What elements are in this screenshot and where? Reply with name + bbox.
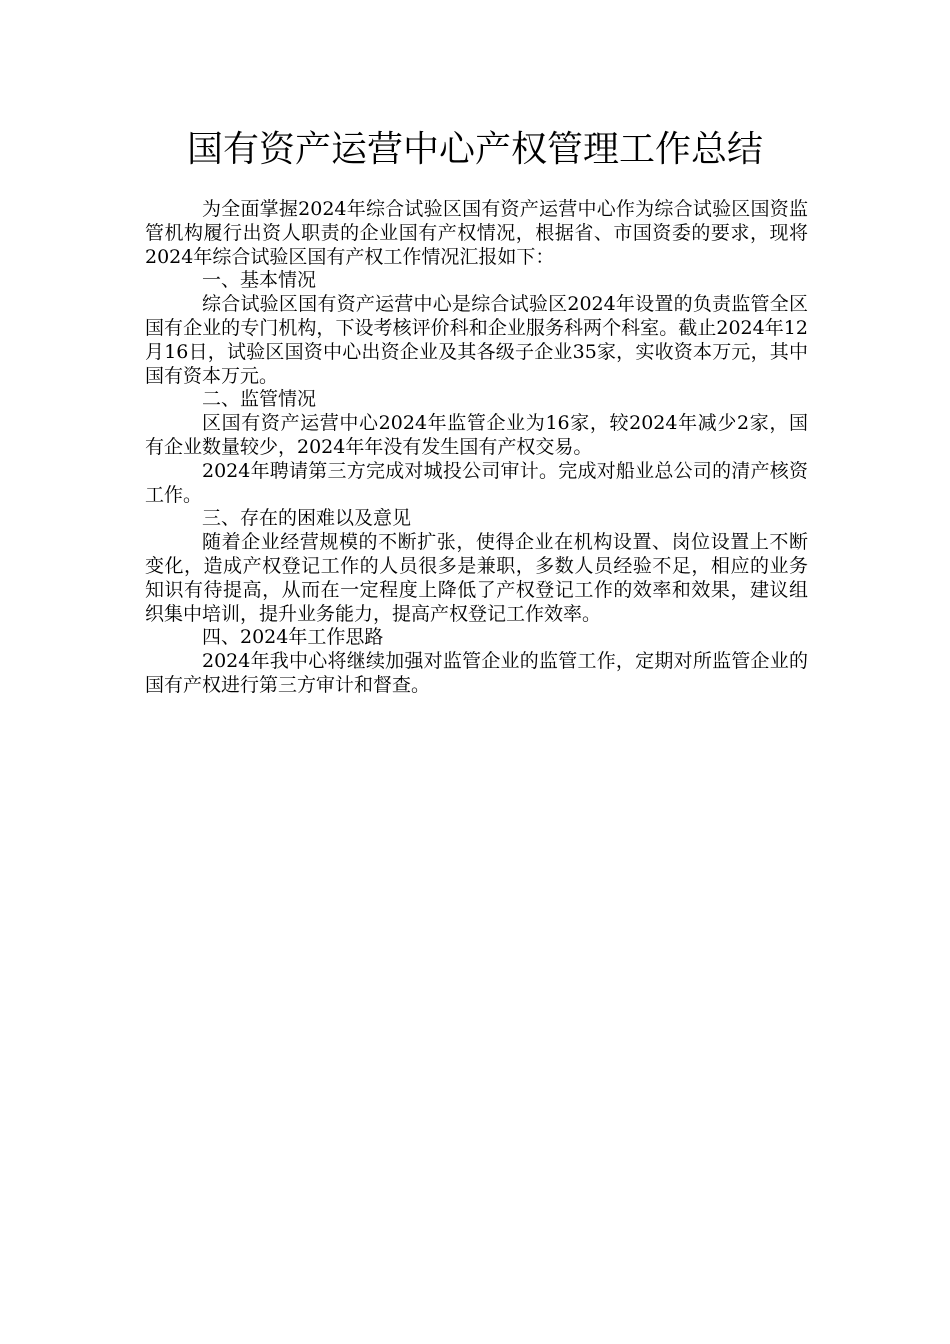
section-heading-supervision: 二、监管情况	[202, 388, 317, 411]
section-heading-difficulties: 三、存在的困难以及意见	[202, 507, 412, 530]
document-title: 国有资产运营中心产权管理工作总结	[186, 129, 763, 170]
section-heading-plan: 四、2024年工作思路	[202, 626, 384, 649]
document-body	[145, 198, 808, 698]
plan-paragraph: 2024年我中心将继续加强对监管企业的监管工作，定期对所监管企业的国有产权进行第三方审计和督查。	[145, 650, 808, 696]
difficulties-paragraph: 随着企业经营规模的不断扩张，使得企业在机构设置、岗位设置上不断变化，造成产权登记工作的人员很多是兼职，多数人员经验不足，相应的业务知识有待提高，从而在一定程度上降低了产权登记工作的效率和效果，建议组织集中培训，提升业务能力，提高产权登记工作效率。	[145, 531, 808, 625]
intro-paragraph: 为全面掌握2024年综合试验区国有资产运营中心作为综合试验区国资监管机构履行出资人职责的企业国有产权情况，根据省、市国资委的要求，现将2024年综合试验区国有产权工作情况汇报如下：	[145, 198, 808, 268]
supervision-paragraph: 区国有资产运营中心2024年监管企业为16家，较2024年减少2家，国有企业数量较少，2024年年没有发生国有产权交易。	[145, 412, 808, 458]
basic-info-paragraph: 综合试验区国有资产运营中心是综合试验区2024年设置的负责监管全区国有企业的专门机构，下设考核评价科和企业服务科两个科室。截止2024年12月16日，试验区国资中心出资企业及其各级子企业35家，实收资本万元，其中国有资本万元。	[145, 293, 808, 387]
section-heading-basic: 一、基本情况	[202, 269, 317, 292]
audit-paragraph: 2024年聘请第三方完成对城投公司审计。完成对船业总公司的清产核资工作。	[145, 459, 808, 506]
